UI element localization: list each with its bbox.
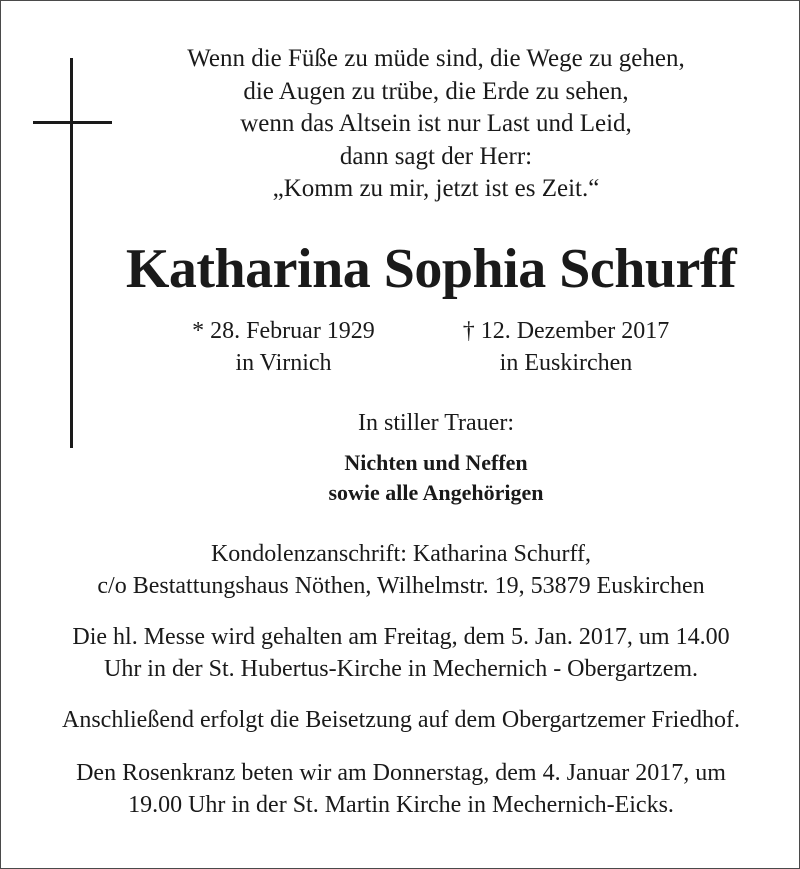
poem-line: wenn das Altsein ist nur Last und Leid, <box>240 110 632 137</box>
life-dates <box>1 315 800 385</box>
poem-line: „Komm zu mir, jetzt ist es Zeit.“ <box>272 175 600 202</box>
condolence-address <box>1 538 800 602</box>
poem-line: Wenn die Füße zu müde sind, die Wege zu gehen, <box>187 45 685 72</box>
mass-info <box>1 621 800 685</box>
birth-date: * 28. Februar 1929 <box>192 318 375 344</box>
death-info <box>436 315 696 379</box>
death-place: in Euskirchen <box>499 350 633 376</box>
mourning-section <box>131 406 741 508</box>
poem <box>131 43 741 206</box>
burial-line: Anschließend erfolgt die Beisetzung auf dem Obergartzemer Friedhof. <box>62 707 740 733</box>
condolence-line: c/o Bestattungshaus Nöthen, Wilhelmstr. 19, 53879 Euskirchen <box>97 573 705 599</box>
poem-line: die Augen zu trübe, die Erde zu sehen, <box>243 77 629 105</box>
mourners <box>131 448 741 508</box>
mourning-intro: In stiller Trauer: <box>358 410 514 436</box>
birth-place: in Virnich <box>235 350 332 376</box>
birth-info <box>161 315 406 379</box>
mourners-line: Nichten und Neffen <box>344 450 528 475</box>
rosary-line: 19.00 Uhr in der St. Martin Kirche in Mechernich-Eicks. <box>128 792 674 818</box>
mass-line: Die hl. Messe wird gehalten am Freitag, dem 5. Jan. 2017, um 14.00 <box>72 624 730 650</box>
mourners-line: sowie alle Angehörigen <box>328 480 544 505</box>
condolence-line: Kondolenzanschrift: Katharina Schurff, <box>210 541 592 567</box>
deceased-name: Katharina Sophia Schurff <box>125 238 737 300</box>
mass-line: Uhr in der St. Hubertus-Kirche in Mechernich - Obergartzem. <box>103 656 699 682</box>
poem-line: dann sagt der Herr: <box>339 142 533 170</box>
rosary-line: Den Rosenkranz beten wir am Donnerstag, dem 4. Januar 2017, um <box>76 760 726 786</box>
burial-info <box>1 704 800 736</box>
death-date: † 12. Dezember 2017 <box>462 318 670 344</box>
cross-bar <box>33 121 112 124</box>
rosary-info <box>1 757 800 821</box>
